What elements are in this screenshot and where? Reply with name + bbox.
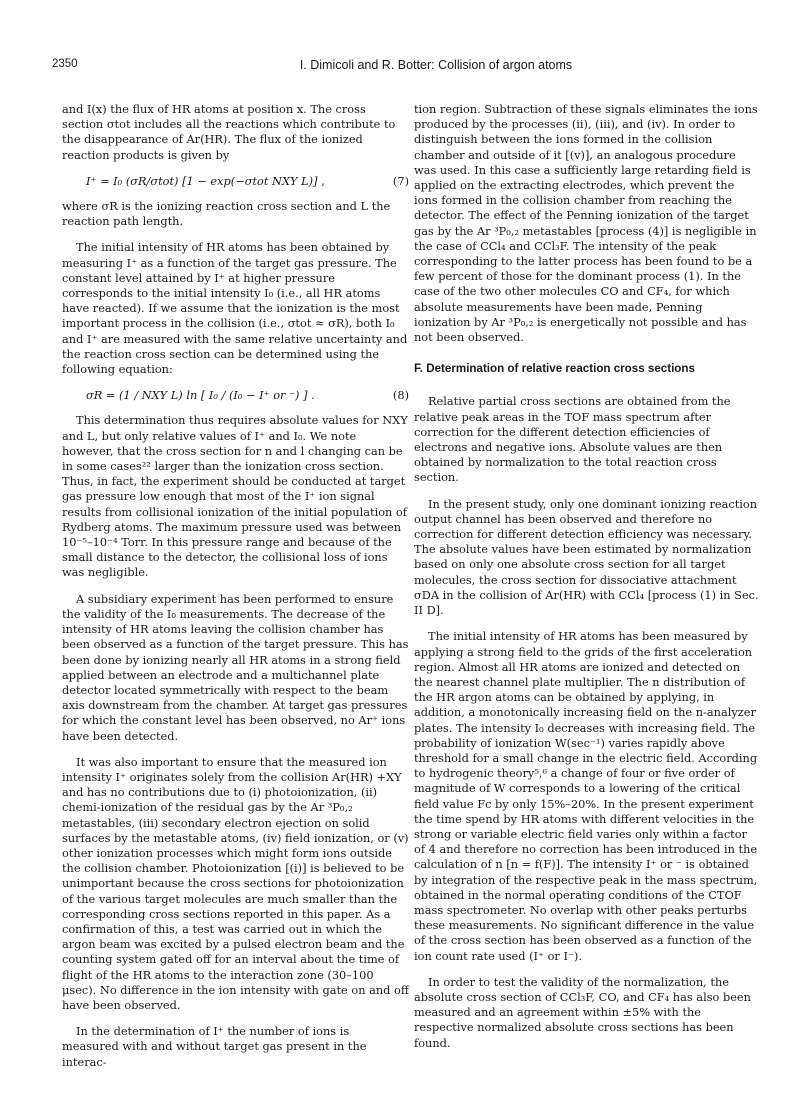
paragraph: and I(x) the flux of HR atoms at position x. The cross section σtot includes all the reactions which contribute to the disappearance of Ar(HR). The flux of the ionized reaction products is given by (62, 102, 396, 162)
equation-8 (62, 388, 409, 403)
equation-7 (62, 174, 409, 189)
section-heading: F. Determination of relative reaction cross sections (414, 362, 695, 376)
paragraph: The initial intensity of HR atoms has been measured by applying a strong field to the grids of the first acceleration region. Almost all HR atoms are ionized and detected on the nearest channel plate multiplier. The n distribution of the HR argon atoms can be obtained by applying, in addition, a monotonically increasing field on the n-analyzer plates. The intensity I₀ decreases with increasing field. The probability of ionization W(sec⁻¹) varies rapidly above threshold for a small change in the electric field. According to hydrogenic theory⁵,⁶ a change of four or five order of magnitude of W corresponds to a lowering of the critical field value Fc by only 15%–20%. In the present experiment the time spend by HR atoms with different velocities in the strong or variable electric field varies only within a factor of 4 and therefore no correction has been introduced in the calculation of n [n = f(F)]. The intensity I⁺ or ⁻ is obtained by integration of the respective peak in the mass spectrum, obtained in the normal operating conditions of the CTOF mass spectrometer. No overlap with other peaks perturbs these measurements. No significant difference in the value of the cross section has been observed as a function of the ion count rate used (I⁺ or I⁻). (414, 629, 758, 963)
paragraph: A subsidiary experiment has been performed to ensure the validity of the I₀ measurements. The decrease of the intensity of HR atoms leaving the collision chamber has been observed as a function of the target pressure. This has been done by ionizing nearly all HR atoms in a strong field applied between an electrode and a multichannel plate detector located symmetrically with respect to the beam axis downstream from the chamber. At target gas pressures for which the constant level has been observed, no Ar⁺ ions have been detected. (62, 591, 409, 743)
paragraph: In order to test the validity of the normalization, the absolute cross section of CCl₃F, CO, and CF₄ has also been measured and an agreement within ±5% with the respective normalized absolute cross sections has been found. (414, 974, 751, 1050)
page-number: 2350 (52, 58, 78, 70)
right-column (414, 102, 761, 1051)
paragraph: tion region. Subtraction of these signals eliminates the ions produced by the processes (ii), (iii), and (iv). In order to distinguish between the ions formed in the collision chamber and outside of it [(v)], an analogous procedure was used. In this case a sufficiently large retarding field is applied on the extracting electrodes, which prevent the ions formed in the collision chamber from reaching the detector. The effect of the Penning ionization of the target gas by the Ar ³P₀,₂ metastables [process (4)] is negligible in the case of CCl₄ and CCl₃F. The intensity of the peak corresponding to the latter process has been found to be a few percent of those for the dominant process (1). In the case of the two other molecules CO and CF₄, for which absolute measurements have been made, Penning ionization by Ar ³P₀,₂ is energetically not possible and has not been observed. (414, 102, 758, 345)
running-head: I. Dimicoli and R. Botter: Collision of argon atoms (299, 58, 573, 72)
paragraph: Relative partial cross sections are obtained from the relative peak areas in the TOF mass spectrum after correction for the different detection efficiencies of electrons and negative ions. Absolute values are then obtained by normalization to the total reaction cross section. (414, 394, 731, 485)
equation-body: σR = (1 / NXY L) ln [ I₀ / (I₀ − I⁺ or ⁻) ] . (86, 388, 315, 403)
paragraph: This determination thus requires absolute values for NXY and L, but only relative values of I⁺ and I₀. We note however, that the cross section for n and l changing can be in some cases²² larger than the ionization cross section. Thus, in fact, the experiment should be conducted at target gas pressure low enough that most of the I⁺ ion signal results from collisional ionization of the initial population of Rydberg atoms. The maximum pressure used was between 10⁻⁵–10⁻⁴ Torr. In this pressure range and because of the small distance to the detector, the collisional loss of ions was negligible. (62, 413, 408, 580)
paragraph: In the determination of I⁺ the number of ions is measured with and without target gas present in the interac- (62, 1024, 367, 1069)
equation-number: (7) (392, 173, 409, 188)
paragraph: It was also important to ensure that the measured ion intensity I⁺ originates solely from the collision Ar(HR) +XY and has no contributions due to (i) photoionization, (ii) chemi-ionization of the residual gas by the Ar ³P₀,₂ metastables, (iii) secondary electron ejection on solid surfaces by the metastable atoms, (iv) field ionization, or (v) other ionization processes which might form ions outside the collision chamber. Photoionization [(i)] is believed to be unimportant because the cross sections for photoionization of the various target molecules are much smaller than the corresponding cross sections reported in this paper. As a confirmation of this, a test was carried out in which the argon beam was excited by a pulsed electron beam and the counting system gated off for an interval about the time of flight of the HR atoms to the interaction zone (30–100 μsec). No difference in the ion intensity with gate on and off have been observed. (62, 754, 409, 1012)
equation-number: (8) (392, 388, 409, 403)
equation-body: I⁺ = I₀ (σR/σtot) [1 − exp(−σtot NXY L)] , (86, 173, 325, 188)
paragraph: In the present study, only one dominant ionizing reaction output channel has been observed and therefore no correction for different detection efficiency was necessary. The absolute values have been estimated by normalization based on only one absolute cross section for all target molecules, the cross section for dissociative attachment σDA in the collision of Ar(HR) with CCl₄ [process (1) in Sec. II D]. (414, 496, 759, 618)
left-column (62, 102, 409, 1070)
paragraph: where σR is the ionizing reaction cross section and L the reaction path length. (62, 199, 391, 229)
paragraph: The initial intensity of HR atoms has been obtained by measuring I⁺ as a function of the target gas pressure. The constant level attained by I⁺ at higher pressure corresponds to the initial intensity I₀ (i.e., all HR atoms have reacted). If we assume that the ionization is the most important process in the collision (i.e., σtot ≈ σR), both I₀ and I⁺ are measured with the same relative uncertainty and the reaction cross section can be determined using the following equation: (62, 240, 408, 377)
